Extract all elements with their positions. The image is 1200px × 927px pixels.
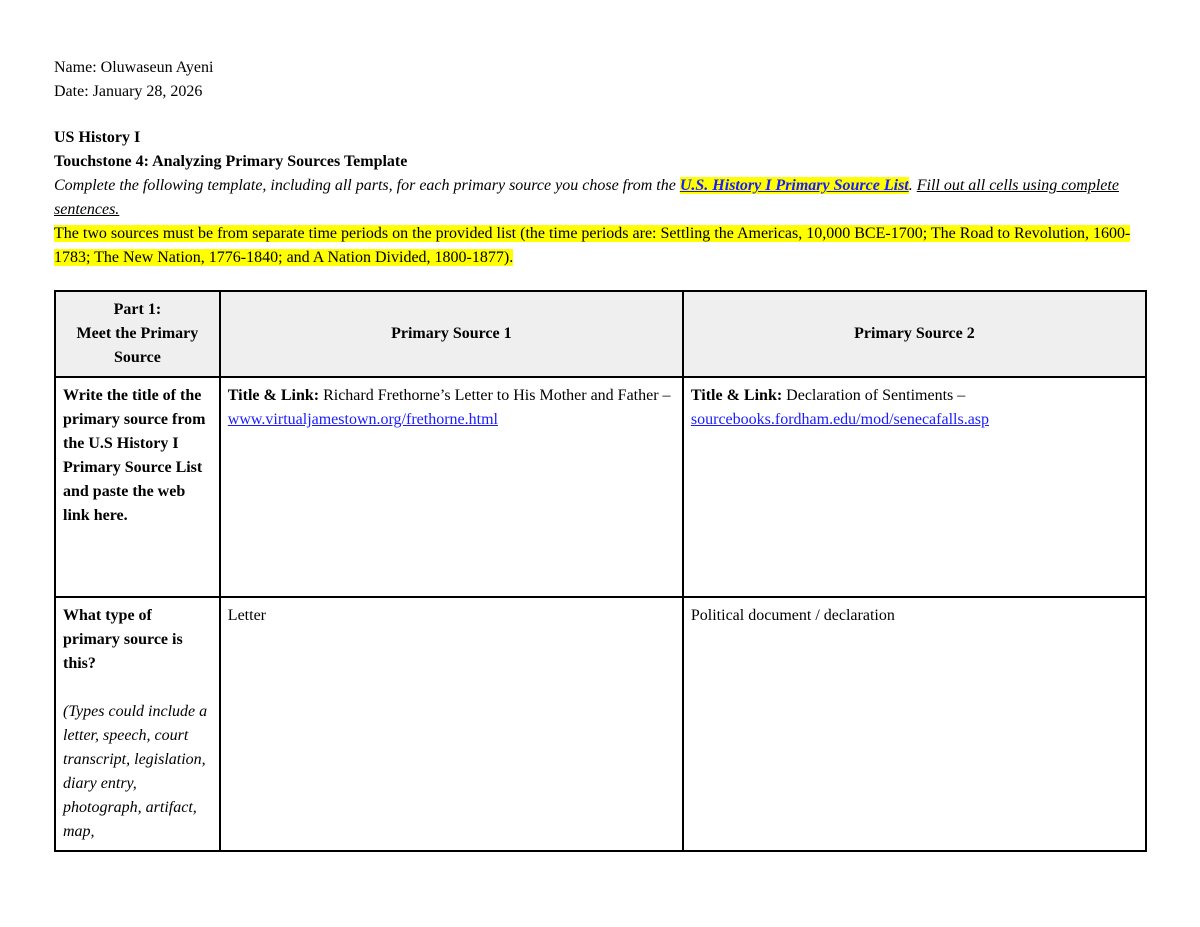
question-cell	[55, 377, 220, 597]
instructions	[54, 174, 1146, 222]
spacer	[54, 104, 1146, 126]
source1-answer-cell[interactable]	[220, 377, 683, 597]
table-row	[55, 377, 1146, 597]
question-hint: (Types could include a letter, speech, court transcript, legislation, diary entry, photograph, artifact, map,	[63, 703, 208, 840]
instructions-text: Complete the following template, including all parts, for each primary source you chose from the	[54, 177, 680, 194]
source2-title: Declaration of Sentiments –	[786, 387, 966, 404]
part-header-cell	[55, 291, 220, 377]
time-periods-note	[54, 222, 1146, 270]
source1-web-link[interactable]: www.virtualjamestown.org/frethorne.html	[227, 411, 498, 428]
source2-answer-cell[interactable]	[683, 597, 1146, 851]
primary-sources-table	[54, 290, 1147, 852]
student-name: Name: Oluwaseun Ayeni	[54, 59, 214, 76]
instructions-period: .	[908, 177, 913, 194]
source2-header-cell: Primary Source 2	[683, 291, 1146, 377]
part-label: Part 1:	[113, 301, 162, 318]
table-header-row	[55, 291, 1146, 377]
title-link-label: Title & Link:	[690, 387, 783, 404]
question-cell	[55, 597, 220, 851]
source1-answer-cell[interactable]	[220, 597, 683, 851]
submission-date: Date: January 28, 2026	[54, 83, 203, 100]
source1-title: Richard Frethorne’s Letter to His Mother and Father –	[323, 387, 671, 404]
table-row	[55, 597, 1146, 851]
source1-type: Letter	[227, 607, 266, 624]
source2-web-link[interactable]: sourcebooks.fordham.edu/mod/senecafalls.asp	[690, 411, 990, 428]
part-title: Meet the Primary Source	[76, 325, 199, 366]
instructions-requirement: Fill out all cells using complete sentences.	[54, 177, 1119, 218]
question-text: What type of primary source is this?	[63, 607, 183, 672]
assignment-title: Touchstone 4: Analyzing Primary Sources Template	[54, 153, 408, 170]
time-periods-text: The two sources must be from separate time periods on the provided list (the time periods are: Settling the Americas, 10,000 BCE-1700; The Road to Revolution, 1600-1783; The New Nation, 1776-1840; and A Nation Divided, 1800-1877).	[54, 225, 1131, 266]
source-list-link[interactable]: U.S. History I Primary Source List	[679, 177, 909, 194]
title-link-label: Title & Link:	[227, 387, 320, 404]
question-text: Write the title of the primary source from the U.S History I Primary Source List and paste the web link here.	[63, 387, 206, 524]
source2-answer-cell[interactable]	[683, 377, 1146, 597]
document-header	[54, 56, 1146, 270]
source2-type: Political document / declaration	[690, 607, 895, 624]
source1-header-cell: Primary Source 1	[220, 291, 683, 377]
course-title: US History I	[54, 129, 141, 146]
